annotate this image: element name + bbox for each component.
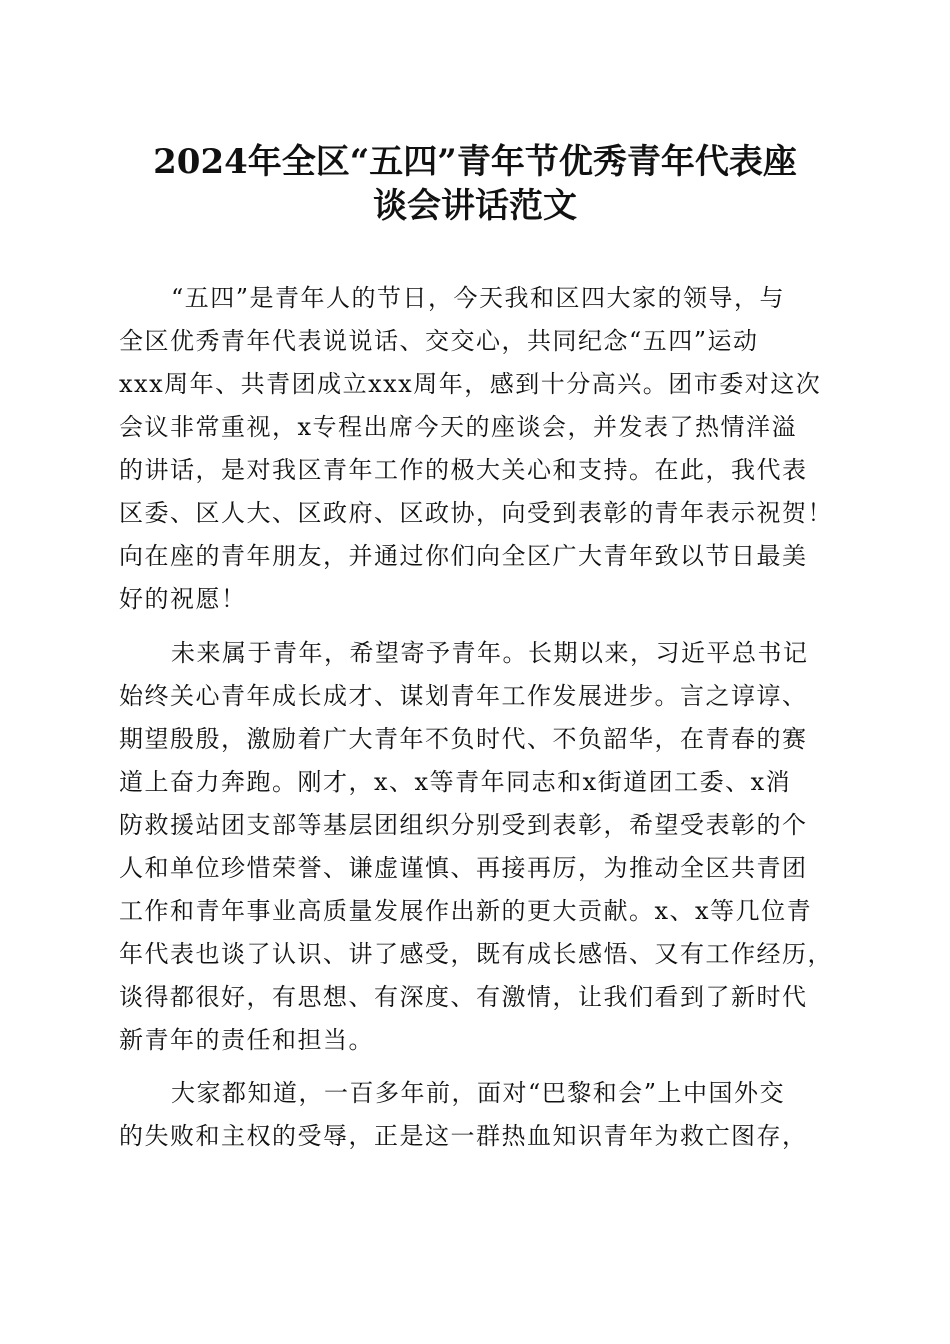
paragraph-2-line-8: 年代表也谈了认识、讲了感受，既有成长感悟、又有工作经历， <box>119 940 833 968</box>
document-title-line-1: 2024年全区“五四”青年节优秀青年代表座 <box>153 142 797 182</box>
paragraph-1-line-6: 区委、区人大、区政府、区政协，向受到表彰的青年表示祝贺！ <box>119 499 833 527</box>
paragraph-1-line-1: “五四”是青年人的节日，今天我和区四大家的领导，与 <box>171 284 786 312</box>
paragraph-1-line-3: xxx周年、共青团成立xxx周年，感到十分高兴。团市委对这次 <box>119 370 822 398</box>
paragraph-2-line-7: 工作和青年事业高质量发展作出新的更大贡献。x、x等几位青 <box>119 897 813 925</box>
document-title-line-2: 谈会讲话范文 <box>373 186 577 226</box>
paragraph-3-line-1: 大家都知道，一百多年前，面对“巴黎和会”上中国外交 <box>171 1079 786 1107</box>
paragraph-2-line-3: 期望殷殷，激励着广大青年不负时代、不负韶华，在青春的赛 <box>119 725 808 753</box>
paragraph-1-line-5: 的讲话，是对我区青年工作的极大关心和支持。在此，我代表 <box>119 456 808 484</box>
paragraph-1-line-8: 好的祝愿！ <box>119 585 247 613</box>
paragraph-3-line-2: 的失败和主权的受辱，正是这一群热血知识青年为救亡图存， <box>119 1122 808 1150</box>
paragraph-1-line-4: 会议非常重视，x专程出席今天的座谈会，并发表了热情洋溢 <box>119 413 798 441</box>
paragraph-2-line-6: 人和单位珍惜荣誉、谦虚谨慎、再接再厉，为推动全区共青团 <box>119 854 808 882</box>
paragraph-2-line-4: 道上奋力奔跑。刚才，x、x等青年同志和x街道团工委、x消 <box>119 768 792 796</box>
paragraph-2-line-10: 新青年的责任和担当。 <box>119 1026 374 1054</box>
paragraph-2-line-2: 始终关心青年成长成才、谋划青年工作发展进步。言之谆谆、 <box>119 682 808 710</box>
paragraph-1-line-7: 向在座的青年朋友，并通过你们向全区广大青年致以节日最美 <box>119 542 808 570</box>
paragraph-2-line-5: 防救援站团支部等基层团组织分别受到表彰，希望受表彰的个 <box>119 811 808 839</box>
paragraph-1-line-2: 全区优秀青年代表说说话、交交心，共同纪念“五四”运动 <box>119 327 759 355</box>
paragraph-2-line-1: 未来属于青年，希望寄予青年。长期以来，习近平总书记 <box>171 639 809 667</box>
paragraph-2-line-9: 谈得都很好，有思想、有深度、有激情，让我们看到了新时代 <box>119 983 808 1011</box>
